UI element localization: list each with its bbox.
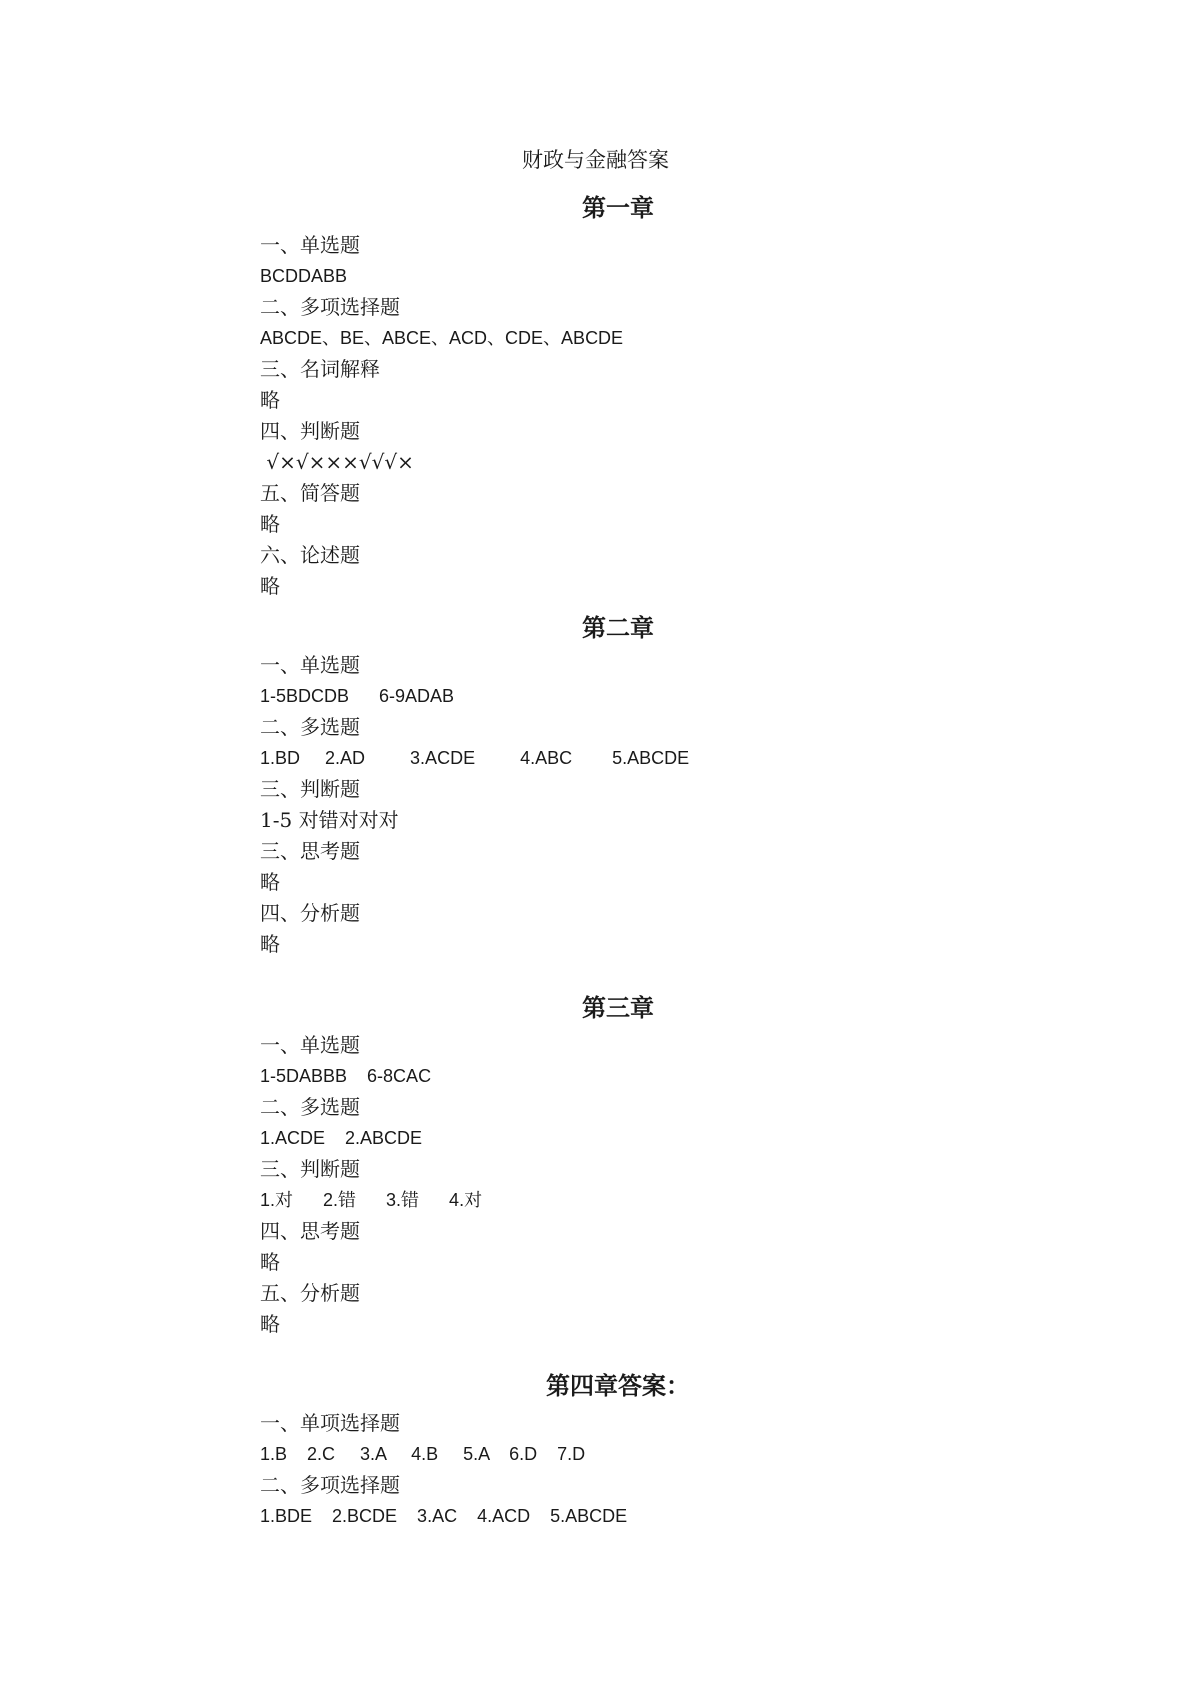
answer-line: √×√×××√√√× bbox=[260, 450, 414, 474]
section-heading: 三、思考题 bbox=[260, 839, 360, 863]
document-title: 财政与金融答案 bbox=[522, 148, 669, 172]
chapter-3 bbox=[260, 990, 1191, 1340]
answer-line: 略 bbox=[260, 574, 280, 598]
section-heading: 二、多项选择题 bbox=[260, 295, 400, 319]
answer-line: 1-5DABBB 6-8CAC bbox=[260, 1066, 432, 1086]
section-heading: 一、单项选择题 bbox=[260, 1411, 400, 1435]
answer-line: 略 bbox=[260, 932, 280, 956]
answer-line: 略 bbox=[260, 870, 280, 894]
answer-line: 1.BD 2.AD 3.ACDE 4.ABC 5.ABCDE bbox=[260, 748, 690, 768]
answer-line: ABCDE、BE、ABCE、ACD、CDE、ABCDE bbox=[260, 328, 624, 348]
section-heading: 三、判断题 bbox=[260, 777, 360, 801]
chapter-4 bbox=[260, 1368, 1191, 1532]
section-heading: 四、分析题 bbox=[260, 901, 360, 925]
answer-line: 1.BDE 2.BCDE 3.AC 4.ACD 5.ABCDE bbox=[260, 1506, 628, 1526]
section-heading: 二、多选题 bbox=[260, 1095, 360, 1119]
chapter-2 bbox=[260, 610, 1191, 960]
section-heading: 一、单选题 bbox=[260, 653, 360, 677]
answer-line: 1-5BDCDB 6-9ADAB bbox=[260, 686, 455, 706]
section-heading: 五、分析题 bbox=[260, 1281, 360, 1305]
answer-line: BCDDABB bbox=[260, 266, 348, 286]
chapter-1 bbox=[260, 190, 1191, 602]
section-heading: 五、简答题 bbox=[260, 481, 360, 505]
section-heading: 一、单选题 bbox=[260, 233, 360, 257]
section-heading: 二、多项选择题 bbox=[260, 1473, 400, 1497]
chapter-title: 第二章 bbox=[582, 613, 654, 642]
section-heading: 二、多选题 bbox=[260, 715, 360, 739]
answer-line: 1-5 对错对对对 bbox=[260, 808, 399, 832]
section-heading: 四、思考题 bbox=[260, 1219, 360, 1243]
answer-line: 略 bbox=[260, 388, 280, 412]
answer-line: 略 bbox=[260, 1250, 280, 1274]
section-heading: 三、名词解释 bbox=[260, 357, 380, 381]
chapter-title: 第一章 bbox=[582, 193, 654, 222]
answer-line: 1.对 2.错 3.错 4.对 bbox=[260, 1190, 483, 1210]
chapter-title: 第四章答案： bbox=[546, 1371, 690, 1400]
answer-line: 1.B 2.C 3.A 4.B 5.A 6.D 7.D bbox=[260, 1444, 586, 1464]
section-heading: 一、单选题 bbox=[260, 1033, 360, 1057]
answer-line: 1.ACDE 2.ABCDE bbox=[260, 1128, 423, 1148]
section-heading: 三、判断题 bbox=[260, 1157, 360, 1181]
section-heading: 六、论述题 bbox=[260, 543, 360, 567]
answer-line: 略 bbox=[260, 512, 280, 536]
section-heading: 四、判断题 bbox=[260, 419, 360, 443]
chapter-title: 第三章 bbox=[582, 993, 654, 1022]
answer-line: 略 bbox=[260, 1312, 280, 1336]
